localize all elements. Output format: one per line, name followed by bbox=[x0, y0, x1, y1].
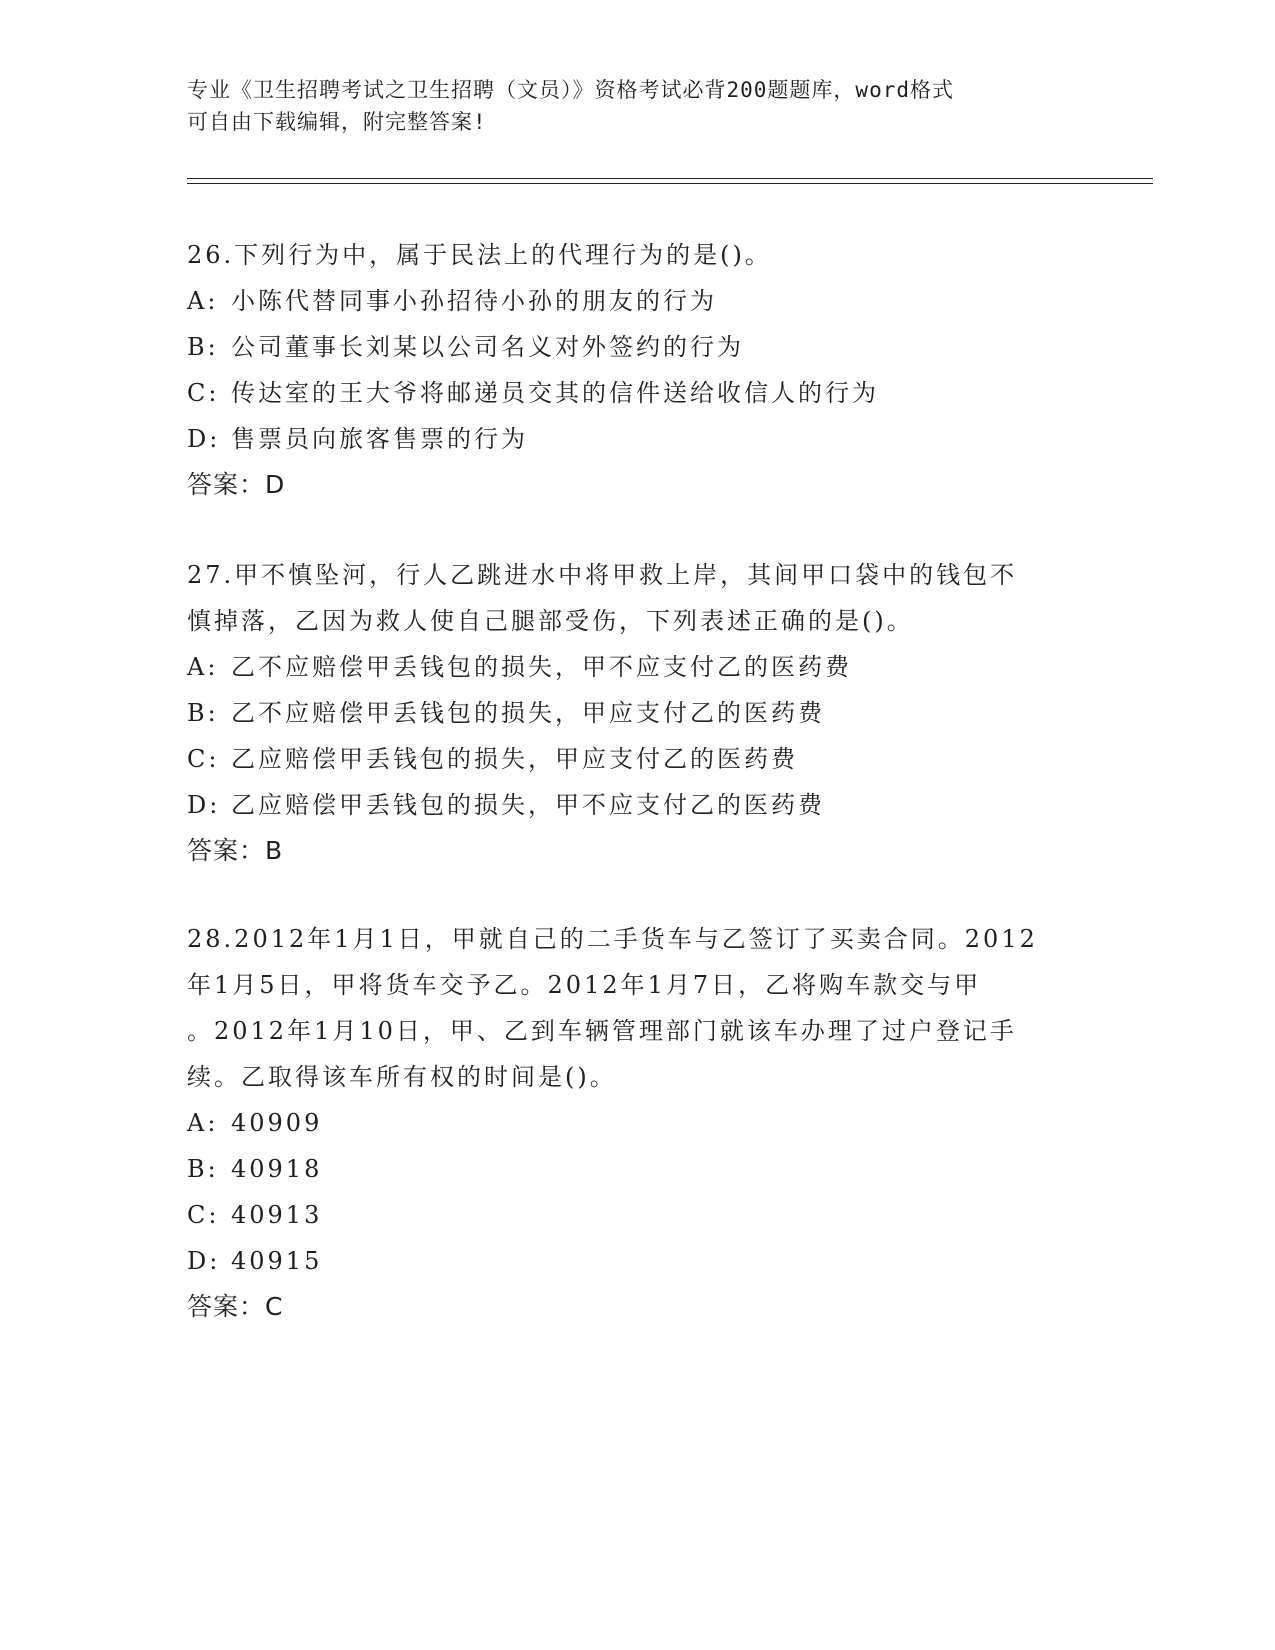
question-28 bbox=[187, 916, 1087, 1330]
question-text: 慎掉落，乙因为救人使自己腿部受伤，下列表述正确的是()。 bbox=[187, 607, 914, 635]
option-d bbox=[187, 1238, 1087, 1284]
option-c bbox=[187, 370, 1087, 416]
option-text: 乙不应赔偿甲丢钱包的损失，甲不应支付乙的医药费 bbox=[231, 653, 852, 681]
option-text: 40915 bbox=[231, 1247, 323, 1275]
option-d bbox=[187, 416, 1087, 462]
option-c bbox=[187, 1192, 1087, 1238]
option-letter: D: bbox=[187, 791, 221, 819]
question-text: 27.甲不慎坠河，行人乙跳进水中将甲救上岸，其间甲口袋中的钱包不 bbox=[187, 561, 1018, 589]
answer-line: 答案：B bbox=[187, 836, 284, 865]
option-letter: A: bbox=[187, 653, 219, 681]
option-text: 乙应赔偿甲丢钱包的损失，甲应支付乙的医药费 bbox=[231, 745, 798, 773]
header-line-1: 专业《卫生招聘考试之卫生招聘（文员）》资格考试必背200题题库，word格式 bbox=[187, 78, 954, 102]
option-letter: C: bbox=[187, 745, 220, 773]
option-letter: A: bbox=[187, 1109, 219, 1137]
header-line-2: 可自由下载编辑，附完整答案! bbox=[187, 110, 487, 134]
document-header bbox=[187, 74, 1067, 138]
option-c bbox=[187, 736, 1087, 782]
question-26 bbox=[187, 232, 1087, 508]
option-letter: C: bbox=[187, 1201, 220, 1229]
answer-line: 答案：C bbox=[187, 1292, 284, 1321]
option-text: 40913 bbox=[231, 1201, 323, 1229]
option-text: 40909 bbox=[231, 1109, 323, 1137]
question-27 bbox=[187, 552, 1087, 874]
option-letter: A: bbox=[187, 287, 219, 315]
option-a bbox=[187, 644, 1087, 690]
option-text: 公司董事长刘某以公司名义对外签约的行为 bbox=[231, 333, 744, 361]
answer-line: 答案：D bbox=[187, 470, 286, 499]
option-text: 乙应赔偿甲丢钱包的损失，甲不应支付乙的医药费 bbox=[231, 791, 825, 819]
question-text: 年1月5日，甲将货车交予乙。2012年1月7日，乙将购车款交与甲 bbox=[187, 971, 982, 999]
option-d bbox=[187, 782, 1087, 828]
question-text: 26.下列行为中，属于民法上的代理行为的是()。 bbox=[187, 241, 772, 269]
option-letter: B: bbox=[187, 699, 219, 727]
question-text: 续。乙取得该车所有权的时间是()。 bbox=[187, 1063, 617, 1091]
header-divider-top bbox=[187, 178, 1153, 179]
option-letter: D: bbox=[187, 1247, 221, 1275]
option-a bbox=[187, 1100, 1087, 1146]
option-letter: C: bbox=[187, 379, 220, 407]
header-divider-bottom bbox=[187, 183, 1153, 184]
option-text: 40918 bbox=[231, 1155, 323, 1183]
option-a bbox=[187, 278, 1087, 324]
option-letter: B: bbox=[187, 333, 219, 361]
question-text: 28.2012年1月1日，甲就自己的二手货车与乙签订了买卖合同。2012 bbox=[187, 925, 1038, 953]
option-b bbox=[187, 1146, 1087, 1192]
option-text: 售票员向旅客售票的行为 bbox=[231, 425, 528, 453]
option-b bbox=[187, 324, 1087, 370]
option-text: 传达室的王大爷将邮递员交其的信件送给收信人的行为 bbox=[231, 379, 879, 407]
option-b bbox=[187, 690, 1087, 736]
option-text: 小陈代替同事小孙招待小孙的朋友的行为 bbox=[231, 287, 717, 315]
question-text: 。2012年1月10日，甲、乙到车辆管理部门就该车办理了过户登记手 bbox=[187, 1017, 1017, 1045]
option-letter: B: bbox=[187, 1155, 219, 1183]
option-text: 乙不应赔偿甲丢钱包的损失，甲应支付乙的医药费 bbox=[231, 699, 825, 727]
option-letter: D: bbox=[187, 425, 221, 453]
